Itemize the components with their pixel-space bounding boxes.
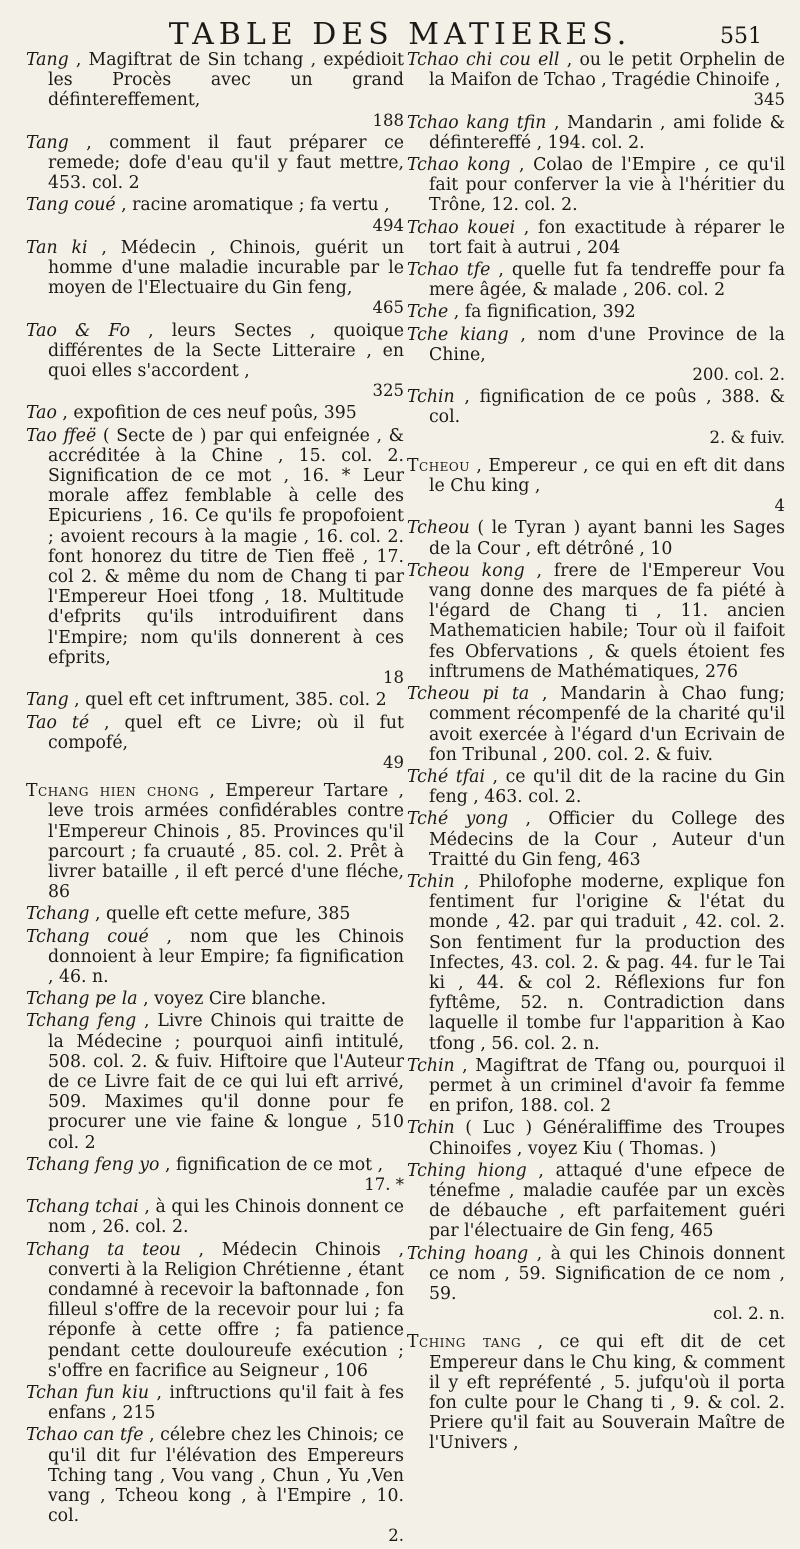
index-entry — [26, 1011, 404, 1152]
index-entry — [26, 1425, 404, 1546]
entry-text: , Empereur , ce qui en eft dit dans le Chu king , — [429, 455, 785, 497]
index-entry — [26, 989, 404, 1009]
entry-page-ref: 4 — [774, 496, 785, 516]
entry-text: , quelle fut fa tendreffe pour fa mere âgée, & malade , 206. col. 2 — [429, 260, 785, 301]
index-entry — [26, 927, 404, 988]
entry-page-ref: 18 — [383, 668, 404, 688]
index-entry — [407, 302, 785, 322]
entry-text: ( le Tyran ) ayant banni les Sages de la Cour , eft détrôné , 10 — [429, 518, 785, 559]
index-entry — [407, 1332, 785, 1453]
right-column — [407, 50, 785, 1456]
index-entry — [26, 1383, 404, 1423]
index-entry — [26, 50, 404, 131]
entry-text: , fignification de ce poûs , 388. & col. — [429, 387, 785, 428]
entry-text: , nom d'une Province de la Chine, — [429, 324, 785, 365]
entry-page-ref: 17. * — [364, 1174, 404, 1194]
entry-text: , inftructions qu'il fait à fes enfans , 215 — [48, 1383, 404, 1424]
entry-text: , racine aromatique ; fa vertu , — [115, 195, 390, 216]
index-entry — [407, 872, 785, 1054]
entry-text: ( Secte de ) par qui enfeignée , & accréditée à la Chine , 15. col. 2. Signification de ce mot , 16. * Leur morale affez femblable à celle des Epicuriens , 16. Ce qu'ils fe propofoient ; avoient recours à la magie , 16. col. 2. font honorez du titre de Tien ffeë , 17. col 2. & même du nom de Chang ti par l'Empereur Hoei tfong , 18. Multitude d'efprits qu'ils introduifirent dans l'Empire; nom qu'ils donnerent à ces efprits, — [48, 425, 404, 668]
entry-headword: Tchang hien chong — [26, 781, 200, 802]
index-entry — [26, 1197, 404, 1237]
index-entry — [407, 113, 785, 153]
entry-headword: Tching hiong — [407, 1160, 527, 1181]
entry-headword: Tchao tfe — [407, 260, 491, 281]
index-entry — [26, 904, 404, 924]
entry-headword: Tcheou — [407, 455, 470, 476]
entry-headword: Tchang coué — [26, 926, 149, 947]
index-entry — [407, 1056, 785, 1117]
entry-headword: Tchang feng yo — [26, 1154, 160, 1175]
entry-headword: Tchang ta teou — [26, 1239, 181, 1260]
index-entry — [407, 155, 785, 216]
index-entry — [26, 195, 404, 235]
index-entry — [26, 238, 404, 319]
entry-page-ref: 2. & fuiv. — [709, 427, 785, 447]
index-entry — [407, 325, 785, 386]
entry-text: , voyez Cire blanche. — [137, 989, 327, 1010]
entry-text: , célebre chez les Chinois; ce qu'il dit fur l'élévation des Empereurs Tching tang , Vou vang , Chun , Yu ,Ven vang , Tcheou kong , à l'Empire , 10. col. — [48, 1425, 404, 1527]
entry-page-ref: col. 2. n. — [713, 1304, 785, 1324]
entry-text: , Mandarin , ami folide & défintereffé , 194. col. 2. — [429, 112, 785, 153]
entry-page-ref: 49 — [383, 752, 404, 772]
index-entry — [26, 713, 404, 774]
entry-headword: Tchao kong — [407, 155, 511, 176]
entry-headword: Tcheou — [407, 518, 470, 539]
index-entry — [407, 50, 785, 111]
entry-headword: Tao & Fo — [26, 320, 130, 341]
entry-text: , Officier du College des Médecins de la Cour , Auteur d'un Traitté du Gin feng, 463 — [429, 809, 785, 870]
entry-text: , fignification de ce mot , — [159, 1154, 384, 1175]
entry-headword: Tao ffeë — [26, 425, 97, 446]
entry-text: , Colao de l'Empire , ce qu'il fait pour conferver la vie à l'héritier du Trône, 12. col. 2. — [429, 155, 785, 216]
entry-headword: Tchao can tfe — [26, 1425, 144, 1446]
entry-page-ref: 345 — [753, 90, 785, 110]
entry-headword: Tang — [26, 50, 69, 70]
index-entry — [26, 1155, 404, 1195]
index-entry — [26, 690, 404, 710]
entry-headword: Tché yong — [407, 809, 509, 830]
entry-headword: Tchang tchai — [26, 1197, 139, 1218]
entry-headword: Tang coué — [26, 195, 116, 216]
entry-headword: Tang — [26, 690, 69, 711]
left-column — [26, 50, 404, 1549]
entry-text: , Mandarin à Chao fung; comment récompenfé de la charité qu'il avoit exercée à l'égard d'un Ecrivain de fon Tribunal , 200. col. 2. & fuiv. — [429, 684, 786, 765]
index-entry — [407, 1161, 785, 1242]
entry-headword: Tchang — [26, 904, 90, 925]
entry-headword: Tching hoang — [407, 1243, 529, 1264]
index-entry — [407, 809, 785, 870]
entry-text: , Magiftrat de Tfang ou, pourquoi il permet à un criminel d'avoir fa femme en prifon, 188. col. 2 — [429, 1055, 785, 1117]
entry-text: , frere de l'Empereur Vou vang donne des marques de fa piété à l'égard de Chang ti , 11. ancien Mathematicien habile; Tour où il faifoit fes Obfervations , & quels étoient fes inftrumens de Mathématiques, 276 — [429, 560, 785, 682]
entry-headword: Tchang feng — [26, 1011, 137, 1032]
entry-text: , Livre Chinois qui traitte de la Médecine ; pourquoi ainfi intitulé, 508. col. 2. & fuiv. Hiftoire que l'Auteur de ce Livre fait de ce qui lui eft arrivé, 509. Maximes qu'il donne pour fe procurer une vie faine & longue , 510 col. 2 — [48, 1011, 404, 1153]
entry-text: , fon exactitude à réparer le tort fait à autrui , 204 — [429, 217, 785, 258]
entry-headword: Tchin — [407, 1055, 455, 1076]
entry-headword: Tchang pe la — [26, 989, 138, 1010]
entry-headword: Tching tang — [407, 1332, 522, 1353]
entry-text: , ou le petit Orphelin de la Maifon de Tchao , Tragédie Chinoife , — [429, 50, 785, 91]
index-entry — [407, 260, 785, 300]
page-header-title: TABLE DES MATIERES. — [168, 17, 632, 52]
entry-text: , quelle eft cette mefure, 385 — [89, 904, 351, 925]
entry-headword: Tao té — [26, 712, 90, 733]
entry-text: , nom que les Chinois donnoient à leur Empire; fa fignification , 46. n. — [48, 926, 405, 987]
entry-text: , quel eft ce Livre; où il fut compofé, — [48, 712, 404, 753]
entry-headword: Tchan fun kiu — [26, 1383, 150, 1403]
entry-text: , Empereur Tartare , leve trois armées confidérables contre l'Empereur Chinois , 85. Provinces qu'il parcourt ; fa cruauté , 85. col. 2. Prêt à livrer bataille , il eft percé d'une fléche, 86 — [48, 781, 404, 903]
index-entry — [407, 1244, 785, 1325]
index-entry — [26, 1240, 404, 1381]
entry-text: , ce qui eft dit de cet Empereur dans le Chu king, & comment il y eft repréfenté , 5. jufqu'où il porta fon culte pour le Chang ti , 9. & col. 2. Priere qu'il fait au Souverain Maître de l'Univers , — [429, 1332, 786, 1454]
index-entry — [407, 684, 785, 765]
entry-page-ref: 188 — [372, 110, 404, 130]
entry-headword: Tchao kouei — [407, 217, 516, 238]
entry-headword: Tang — [26, 132, 69, 153]
entry-text: , leurs Sectes , quoique différentes de la Secte Litteraire , en quoi elles s'accordent , — [48, 320, 404, 382]
entry-page-ref: 325 — [372, 381, 404, 401]
entry-headword: Tcheou pi ta — [407, 684, 530, 705]
entry-text: , comment il faut préparer ce remede; dofe d'eau qu'il y faut mettre, 453. col. 2 — [48, 132, 404, 194]
index-entry — [26, 321, 404, 402]
index-entry — [407, 456, 785, 517]
entry-text: , Médecin , Chinois, guérit un homme d'une maladie incurable par le moyen de l'Electuaire du Gin feng, — [48, 237, 404, 299]
entry-text: , Magiftrat de Sin tchang , expédioit les Procès avec un grand défintereffement, — [48, 50, 404, 111]
entry-text: , attaqué d'une efpece de ténefme , maladie caufée par un excès de débauche , eft parfaitement guéri par l'électuaire de Gin feng, 465 — [429, 1160, 785, 1242]
index-entry — [26, 781, 404, 902]
entry-headword: Tchin — [407, 1118, 455, 1139]
entry-headword: Tao — [26, 403, 57, 424]
entry-headword: Tché tfai — [407, 766, 485, 787]
index-entry — [407, 387, 785, 448]
index-entry — [26, 133, 404, 194]
entry-headword: Tche — [407, 302, 449, 323]
entry-text: , à qui les Chinois donnent ce nom , 26. col. 2. — [48, 1197, 404, 1238]
entry-text: , expofition de ces neuf poûs, 395 — [56, 403, 357, 424]
index-entry — [407, 218, 785, 258]
entry-page-ref: 465 — [372, 298, 404, 318]
entry-text: , fa fignification, 392 — [448, 302, 636, 323]
entry-headword: Tcheou kong — [407, 560, 525, 581]
entry-page-ref: 200. col. 2. — [692, 365, 785, 385]
index-entry — [407, 767, 785, 807]
entry-text: , Philofophe moderne, explique fon fentiment fur l'origine & l'état du monde , 42. par qui traduit , 42. col. 2. Son fentiment fur la production des Infectes, 43. col. 2. & pag. 44. fur le Tai ki , 44. & col 2. Réflexions fur fon fyftême, 52. n. Contradiction dans laquelle il tombe fur l'apparition à Kao tfong , 56. col. 2. n. — [429, 871, 785, 1054]
entry-text: ( Luc ) Généraliffime des Troupes Chinoifes , voyez Kiu ( Thomas. ) — [429, 1118, 785, 1159]
entry-headword: Tche kiang — [407, 324, 509, 345]
index-entry — [407, 1118, 785, 1158]
entry-headword: Tchin — [407, 871, 455, 892]
entry-text: , à qui les Chinois donnent ce nom , 59. Signification de ce nom , 59. — [429, 1243, 786, 1304]
entry-headword: Tchao kang tfin — [407, 112, 547, 133]
index-entry — [26, 426, 404, 689]
entry-text: , ce qu'il dit de la racine du Gin feng , 463. col. 2. — [429, 766, 785, 808]
index-entry — [26, 403, 404, 423]
entry-page-ref: 2. — [388, 1526, 404, 1546]
index-entry — [407, 518, 785, 558]
entry-headword: Tchin — [407, 387, 455, 408]
page-number: 551 — [720, 24, 762, 49]
entry-headword: Tchao chi cou ell — [407, 50, 560, 70]
index-entry — [407, 561, 785, 682]
entry-page-ref: 494 — [372, 215, 404, 235]
entry-text: , quel eft cet inftrument, 385. col. 2 — [68, 690, 387, 711]
entry-text: , Médecin Chinois , converti à la Religion Chrétienne , étant condamné à recevoir la baftonnade , fon filleul s'offre de la recevoir pour lui ; fa réponfe à cette offre ; fa patience pendant cette douloureufe exécution ; s'offre en facrifice au Seigneur , 106 — [48, 1239, 404, 1381]
entry-headword: Tan ki — [26, 237, 88, 258]
